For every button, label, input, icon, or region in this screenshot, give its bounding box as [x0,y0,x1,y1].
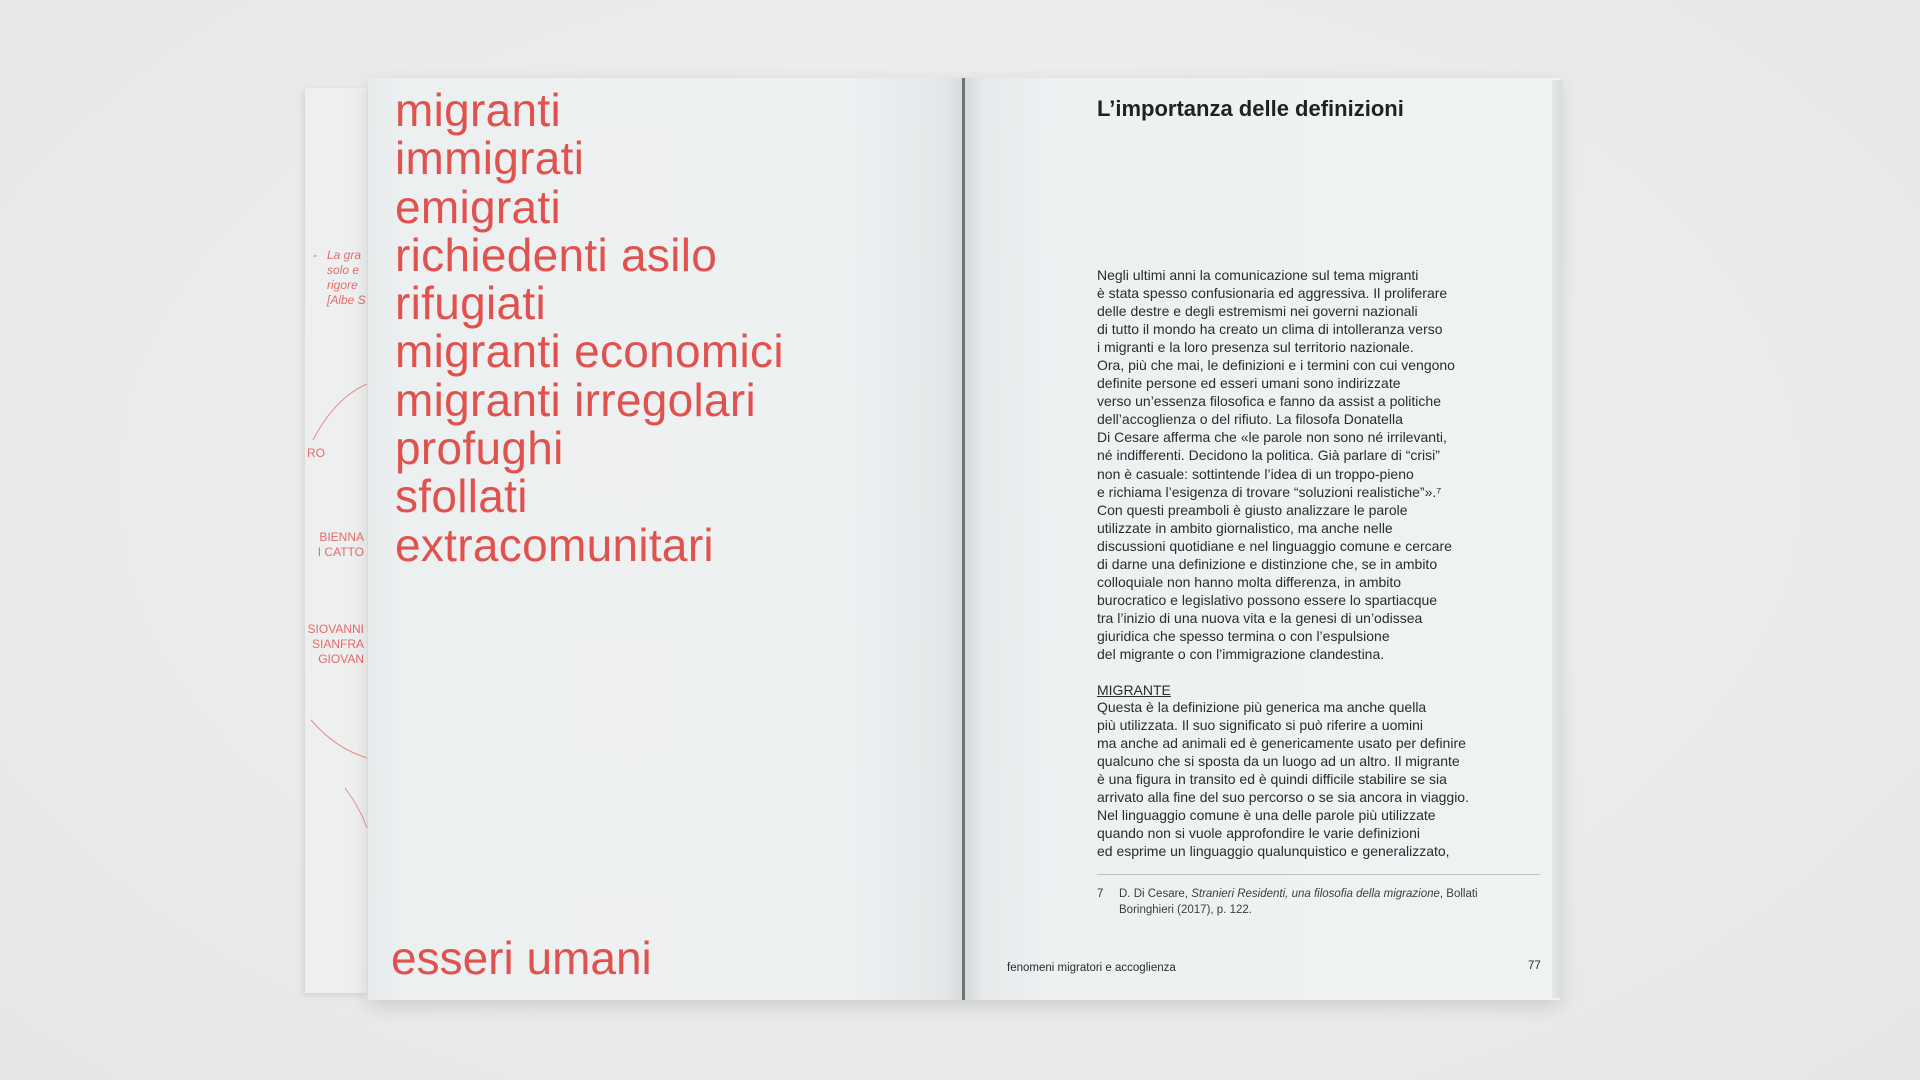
footnote-rest: , Bollati [1439,888,1478,900]
text-line: i migranti e la loro presenza sul territorio nazionale. [1097,339,1414,356]
text-line: tra l’inizio di una nuova vita e la genesi di un’odissea [1097,609,1423,626]
text-line: burocratico e legislativo possono essere lo spartiacque [1097,591,1438,608]
footnote-line-1 [1119,886,1478,902]
term-item: extracomunitari [395,518,714,571]
term-item: richiedenti asilo [395,228,718,281]
text-line: Di Cesare afferma che «le parole non sono né irrilevanti, [1097,429,1447,446]
body-paragraph [1097,266,1567,663]
text-line: quando non si vuole approfondire le varie definizioni [1097,825,1420,842]
text-line: utilizzate in ambito giornalistico, ma anche nelle [1097,519,1393,536]
text-line: colloquiale non hanno molta differenza, in ambito [1097,573,1402,590]
footnote-divider [1097,874,1540,875]
footnote-number: 7 [1097,888,1104,900]
term-item: immigrati [395,132,585,185]
quote-line: rigore [327,278,358,292]
text-line: dell’accoglienza o del rifiuto. La filosofa Donatella [1097,411,1403,428]
running-footer: fenomeni migratori e accoglienza [1007,962,1176,974]
page-number: 77 [1528,960,1541,972]
back-page-quote-fragment [313,248,366,308]
term-item: rifugiati [395,277,546,330]
footnote-title: Stranieri Residenti, una filosofia della migrazione [1191,888,1440,900]
quote-line: [Albe S [327,293,366,307]
term-item: sfollati [395,470,528,523]
quote-line: solo e [327,263,360,277]
text-line: di tutto il mondo ha creato un clima di intolleranza verso [1097,321,1443,338]
underlying-page-edge [305,88,367,993]
back-page-bienna-fragment [318,530,364,560]
section-paragraph [1097,698,1567,860]
term-item: profughi [395,422,564,475]
bottom-phrase: esseri umani [391,932,652,984]
text-line: è una figura in transito ed è quindi difficile stabilire se sia [1097,771,1447,788]
text-line: non è casuale: sottintende l’idea di un troppo-pieno [1097,465,1414,482]
term-item: emigrati [395,180,562,233]
quote-dash: - [313,248,317,262]
back-page-ro-fragment: RO [307,446,325,460]
fragment-line: I CATTO [317,545,364,559]
text-line: è stata spesso confusionaria ed aggressiva. Il proliferare [1097,285,1448,302]
fragment-line: SIOVANNI [307,622,364,636]
fragment-line: BIENNA [319,530,364,544]
footnote-line-2: Boringhieri (2017), p. 122. [1119,904,1252,916]
text-line: giuridica che spesso termina o con l’espulsione [1097,627,1390,644]
text-line: Con questi preamboli è giusto analizzare le parole [1097,501,1408,518]
page-heading: L’importanza delle definizioni [1097,96,1404,121]
term-item: migranti [395,84,562,136]
text-line: del migrante o con l’immigrazione clandestina. [1097,645,1385,662]
text-line: discussioni quotidiane e nel linguaggio comune e cercare [1097,537,1452,554]
term-list [395,86,784,569]
term-item: migranti economici [395,325,784,378]
text-line: più utilizzata. Il suo significato si può riferire a uomini [1097,717,1424,734]
text-line: Negli ultimi anni la comunicazione sul tema migranti [1097,267,1419,283]
text-line: ed esprime un linguaggio qualunquistico e generalizzato, [1097,843,1450,860]
text-line: ma anche ad animali ed è genericamente usato per definire [1097,735,1466,752]
text-line: né indifferenti. Decidono la politica. Già parlare di “crisi” [1097,447,1440,464]
text-line: Ora, più che mai, le definizioni e i termini con cui vengono [1097,357,1455,374]
term-item: migranti irregolari [395,373,757,426]
text-line: delle destre e degli estremismi nei governi nazionali [1097,303,1418,320]
text-line: arrivato alla fine del suo percorso o se sia ancora in viaggio. [1097,789,1469,806]
fragment-line: SIANFRA [311,637,364,651]
fragment-line: GIOVAN [318,652,364,666]
text-line: di darne una definizione e distinzione che, se in ambito [1097,555,1438,572]
section-title: MIGRANTE [1097,682,1171,698]
text-line: e richiama l’esigenza di trovare “soluzioni realistiche”».⁷ [1097,483,1442,500]
back-page-giovanni-fragment [308,622,364,667]
text-line: definite persone ed esseri umani sono indirizzate [1097,375,1401,392]
book-gutter [962,78,965,1000]
text-line: Questa è la definizione più generica ma anche quella [1097,699,1427,715]
text-line: Nel linguaggio comune è una delle parole più utilizzate [1097,807,1436,824]
text-line: verso un’essenza filosofica e fanno da assist a politiche [1097,393,1441,410]
footnote-author: D. Di Cesare, [1119,888,1192,900]
text-line: qualcuno che si sposta da un luogo ad un altro. Il migrante [1097,753,1460,770]
quote-line: La gra [327,248,362,262]
